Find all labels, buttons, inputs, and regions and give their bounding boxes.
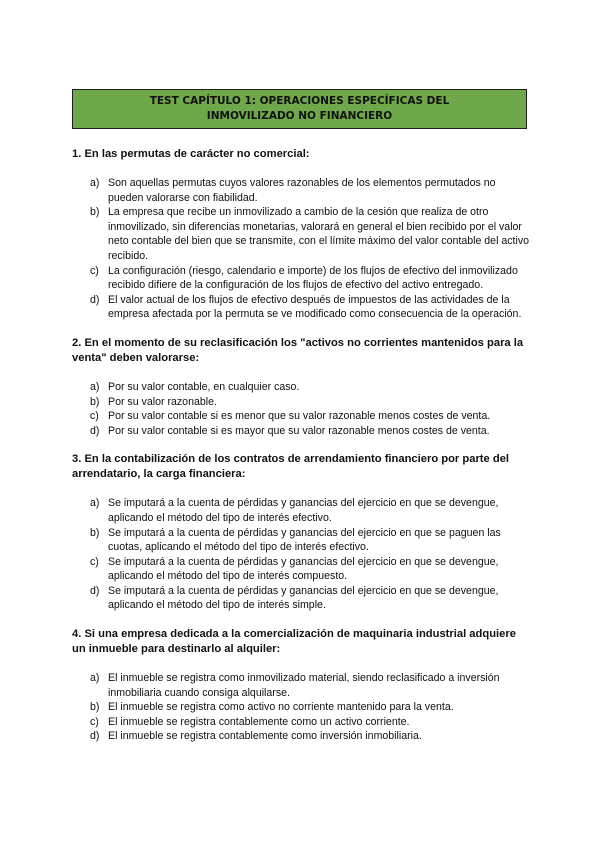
option-letter: c) xyxy=(90,715,99,728)
page-title: TEST CAPÍTULO 1: OPERACIONES ESPECÍFICAS DEL INMOVILIZADO NO FINANCIERO xyxy=(72,89,527,129)
question-2 xyxy=(72,336,532,438)
option-text: La configuración (riesgo, calendario e importe) de los flujos de efectivo del inmovilizado recibido difiere de la configuración de los flujos de efectivo del activo entregado. xyxy=(108,264,518,292)
option-text: Se imputará a la cuenta de pérdidas y ganancias del ejercicio en que se devengue, aplicando el método del tipo de interés compuesto. xyxy=(108,555,499,583)
option-letter: d) xyxy=(90,730,100,743)
answer-option-d xyxy=(72,584,532,613)
question-4 xyxy=(72,627,532,744)
answer-option-b xyxy=(72,700,532,715)
option-text: El inmueble se registra como inmovilizado material, siendo reclasificado a inversión inmobiliaria cuando consiga alquilarse. xyxy=(108,672,500,699)
question-1 xyxy=(72,147,532,322)
answer-option-a xyxy=(72,176,532,205)
option-letter: b) xyxy=(90,526,100,539)
option-text: El valor actual de los flujos de efectivo después de impuestos de las actividades de la empresa afectada por la permuta se ve modificado como consecuencia de la operación. xyxy=(108,293,522,321)
question-3 xyxy=(72,452,532,613)
option-letter: a) xyxy=(90,380,100,393)
question-heading: 2. En el momento de su reclasificación los "activos no corrientes mantenidos para la venta" deben valorarse: xyxy=(72,336,524,364)
answer-option-b xyxy=(72,526,532,555)
option-text: Se imputará a la cuenta de pérdidas y ganancias del ejercicio en que se paguen las cuotas, aplicando el método del tipo de interés efectivo. xyxy=(108,526,501,554)
option-text: Se imputará a la cuenta de pérdidas y ganancias del ejercicio en que se devengue, aplicando el método del tipo de interés simple. xyxy=(108,584,499,612)
answer-option-a xyxy=(72,496,532,525)
question-heading: 3. En la contabilización de los contratos de arrendamiento financiero por parte del arrendatario, la carga financiera: xyxy=(72,453,510,481)
option-letter: a) xyxy=(90,672,100,685)
option-letter: b) xyxy=(90,395,100,408)
option-letter: c) xyxy=(90,555,99,568)
option-text: Por su valor contable si es mayor que su valor razonable menos costes de venta. xyxy=(108,424,490,437)
option-text: La empresa que recibe un inmovilizado a cambio de la cesión que realiza de otro inmovilizado, sin diferencias monetarias, valorará en general el bien recibido por el valor neto contable del bien que se transmite, con el límite máximo del valor contable del activo recibido. xyxy=(108,206,530,262)
answer-option-b xyxy=(72,205,532,263)
answer-options xyxy=(72,496,532,613)
option-text: Por su valor contable, en cualquier caso. xyxy=(108,380,300,393)
option-text: Por su valor contable si es menor que su valor razonable menos costes de venta. xyxy=(108,410,491,423)
answer-option-d xyxy=(72,424,532,439)
option-letter: b) xyxy=(90,701,100,714)
option-letter: a) xyxy=(90,177,100,189)
answer-options xyxy=(72,380,532,438)
option-letter: a) xyxy=(90,497,100,510)
answer-option-d xyxy=(72,729,532,744)
option-letter: d) xyxy=(90,293,100,306)
answer-option-c xyxy=(72,715,532,730)
option-letter: d) xyxy=(90,584,100,597)
answer-option-c xyxy=(72,555,532,584)
option-text: El inmueble se registra contablemente como inversión inmobiliaria. xyxy=(108,730,422,743)
option-text: Por su valor razonable. xyxy=(108,395,217,408)
option-text: Se imputará a la cuenta de pérdidas y ganancias del ejercicio en que se devengue, aplicando el método del tipo de interés efectivo. xyxy=(108,497,499,524)
question-list xyxy=(72,147,532,758)
answer-option-a xyxy=(72,671,532,700)
option-letter: c) xyxy=(90,410,99,423)
answer-option-d xyxy=(72,293,532,322)
question-heading: 1. En las permutas de carácter no comercial: xyxy=(72,148,310,160)
option-text: El inmueble se registra como activo no corriente mantenido para la venta. xyxy=(108,701,454,714)
answer-options xyxy=(72,176,532,322)
answer-options xyxy=(72,671,532,744)
answer-option-b xyxy=(72,395,532,410)
option-letter: c) xyxy=(90,264,99,277)
question-heading: 4. Si una empresa dedicada a la comercialización de maquinaria industrial adquiere un inmueble para destinarlo al alquiler: xyxy=(72,628,516,656)
answer-option-a xyxy=(72,380,532,395)
option-text: El inmueble se registra contablemente como un activo corriente. xyxy=(108,715,410,728)
answer-option-c xyxy=(72,264,532,293)
option-letter: d) xyxy=(90,424,100,437)
option-letter: b) xyxy=(90,206,100,219)
option-text: Son aquellas permutas cuyos valores razonables de los elementos permutados no pueden valorarse con fiabilidad. xyxy=(108,177,496,204)
answer-option-c xyxy=(72,409,532,424)
